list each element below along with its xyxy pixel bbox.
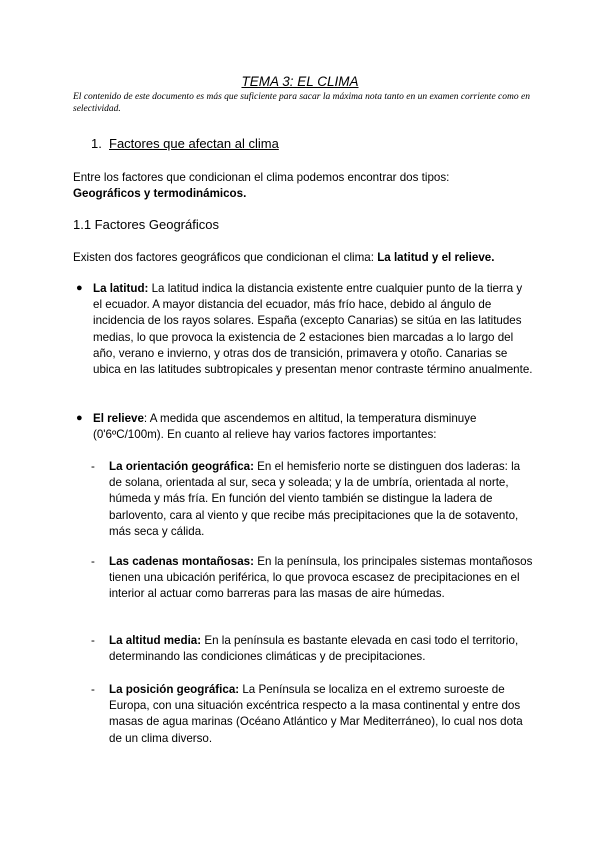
intro-bold: Geográficos y termodinámicos.	[73, 187, 247, 200]
bullet-text: : A medida que ascendemos en altitud, la temperatura disminuye (0'6ºC/100m). En cuanto al relieve hay varios factores importantes:	[93, 412, 477, 442]
subitem-altitud	[109, 633, 534, 665]
subitem-text: En el hemisferio norte se distinguen dos laderas: la de solana, orientada al sur, seca y soleada; y la de umbría, orientada al norte, húmeda y más fría. En función del viento también se distingue la ladera de barlovento, cara al viento y que recibe más precipitaciones que la de sotavento, más seca y cálida.	[109, 460, 521, 538]
lead-paragraph	[73, 250, 543, 266]
subsection-heading: 1.1 Factores Geográficos	[73, 217, 219, 232]
intro-note: El contenido de este documento es más que suficiente para sacar la máxima nota tanto en un examen corriente como en selectividad.	[73, 92, 530, 114]
bullet-label: El relieve	[93, 412, 144, 425]
intro-text: Entre los factores que condicionan el clima podemos encontrar dos tipos:	[73, 171, 450, 184]
bullet-latitud	[93, 281, 533, 378]
bullet-label: La latitud:	[93, 282, 149, 295]
dash-marker: -	[91, 634, 95, 647]
lead-bold: La latitud y el relieve.	[377, 251, 495, 264]
dash-marker: -	[91, 555, 95, 568]
dash-marker: -	[91, 683, 95, 696]
subitem-label: La orientación geográfica:	[109, 460, 254, 473]
subitem-text: La Península se localiza en el extremo suroeste de Europa, con una situación excéntrica respecto a la masa continental y entre dos masas de agua marinas (Océano Atlántico y Mar Mediterráneo), lo cual nos dota de un clima diverso.	[109, 683, 523, 745]
section-heading-1	[91, 136, 279, 151]
intro-paragraph	[73, 170, 513, 202]
subitem-label: La altitud media:	[109, 634, 202, 647]
subitem-posicion	[109, 682, 534, 747]
subitem-label: La posición geográfica:	[109, 683, 240, 696]
subitem-cadenas	[109, 554, 534, 603]
dash-marker: -	[91, 460, 95, 473]
lead-text: Existen dos factores geográficos que condicionan el clima:	[73, 251, 378, 264]
bullet-marker: ●	[76, 412, 83, 424]
section-number: 1.	[91, 136, 102, 151]
section-title: Factores que afectan al clima	[109, 136, 279, 151]
subitem-label: Las cadenas montañosas:	[109, 555, 254, 568]
document-title: TEMA 3: EL CLIMA	[241, 74, 359, 89]
bullet-marker: ●	[76, 282, 83, 294]
bullet-text: La latitud indica la distancia existente entre cualquier punto de la tierra y el ecuador. A mayor distancia del ecuador, más frío hace, debido al ángulo de incidencia de los rayos solares. España (excepto Canarias) se sitúa en las latitudes medias, lo que provoca la existencia de 2 estaciones bien marcadas a lo largo del año, verano e invierno, y otras dos de transición, primavera y otoño. Canarias se ubica en las latitudes subtropicales y presentan menor contraste término anualmente.	[93, 282, 533, 377]
subitem-orientacion	[109, 459, 534, 540]
subitem-text: En la península, los principales sistemas montañosos tienen una ubicación periférica, lo que provoca escasez de precipitaciones en el interior al actuar como barreras para las masas de aire húmedas.	[109, 555, 533, 601]
subitem-text: En la península es bastante elevada en casi todo el territorio, determinando las condiciones climáticas y de precipitaciones.	[109, 634, 519, 664]
bullet-relieve	[93, 411, 533, 443]
